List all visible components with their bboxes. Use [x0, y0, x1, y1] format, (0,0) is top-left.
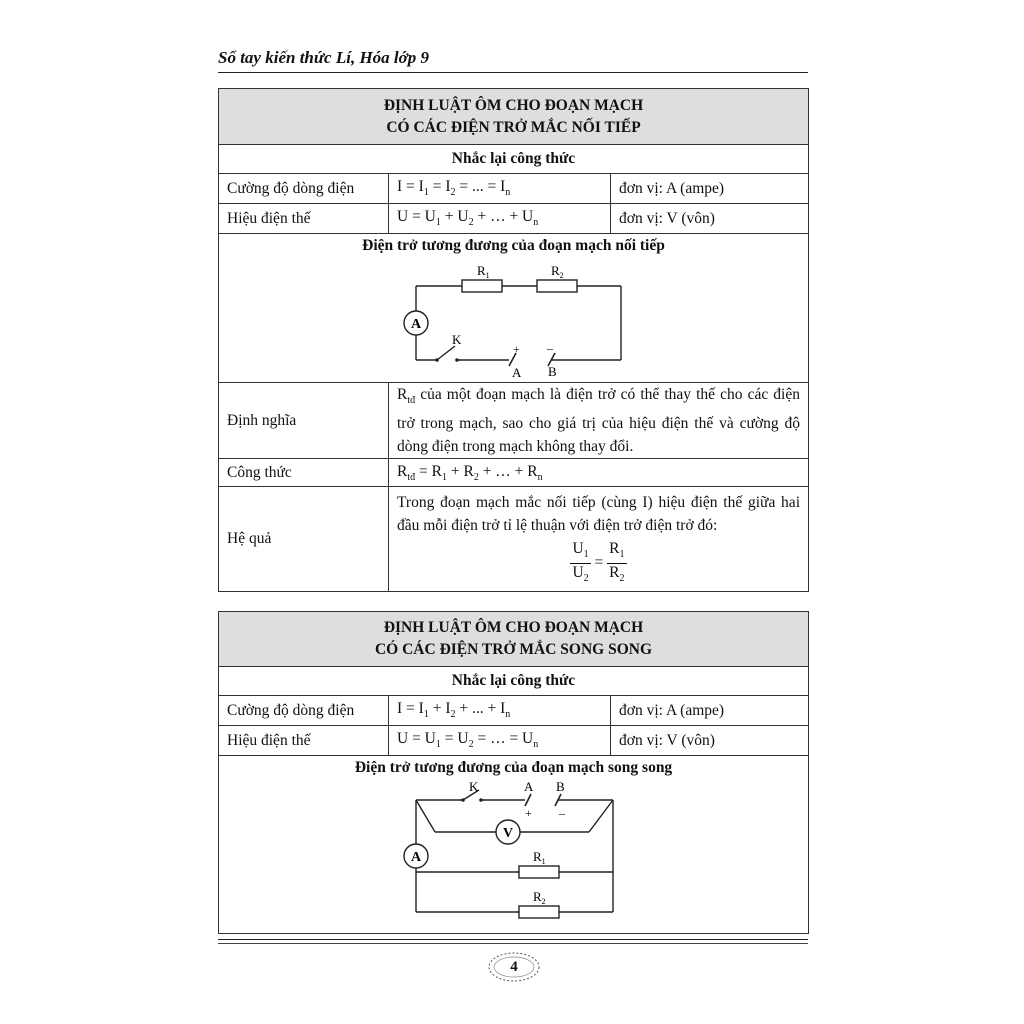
parallel-resistor-r1	[519, 866, 559, 878]
series-r1-label: $R_1$	[477, 263, 490, 280]
parallel-switch-label: K	[469, 779, 479, 794]
footer-rule-thin	[218, 943, 808, 944]
series-voltage-formula: $U = U_1 + U_2$ + … + $U_n$	[389, 204, 611, 234]
parallel-current-label: Cường độ dòng điện	[219, 696, 389, 726]
series-title-line1: ĐỊNH LUẬT ÔM CHO ĐOẠN MẠCH	[383, 96, 644, 114]
series-plus-label: +	[513, 342, 520, 356]
parallel-title-line2: CÓ CÁC ĐIỆN TRỞ MẮC SONG SONG	[374, 641, 653, 658]
series-consequence-cell	[389, 487, 809, 592]
series-title-line2: CÓ CÁC ĐIỆN TRỞ MẮC NỐI TIẾP	[386, 118, 641, 136]
series-resistor-r1	[462, 280, 502, 292]
footer-rule	[218, 939, 808, 940]
series-voltage-label: Hiệu điện thế	[219, 204, 389, 234]
series-circuit-diagram	[219, 255, 807, 379]
page-number: 4	[510, 959, 518, 975]
series-r2-label: $R_2$	[551, 263, 564, 280]
parallel-circuit-box	[218, 611, 809, 934]
series-voltage-unit: đơn vị: V (vôn)	[611, 204, 809, 234]
parallel-current-formula: $I = I_1 + I_2$ + ... + $I_n$	[389, 696, 611, 726]
series-box-title	[219, 89, 809, 145]
parallel-voltage-unit: đơn vị: V (vôn)	[611, 726, 809, 756]
parallel-terminal-a-label: A	[524, 779, 534, 794]
series-consequence-text: Trong đoạn mạch mắc nối tiếp (cùng I) hiệu điện thế giữa hai đầu mỗi điện trở tỉ lệ thuận với điện trở điện trở đó:	[397, 494, 800, 534]
series-terminal-b-label: B	[548, 364, 557, 379]
header-rule	[218, 72, 808, 73]
parallel-terminal-b-label: B	[556, 779, 565, 794]
series-switch-icon	[437, 346, 455, 360]
parallel-box-title	[219, 612, 809, 667]
series-current-label: Cường độ dòng điện	[219, 174, 389, 204]
series-current-formula: $I = I_1 = I_2$ = ... = $I_n$	[389, 174, 611, 204]
parallel-diagram-cell	[219, 756, 809, 934]
page-number-badge	[486, 950, 542, 984]
series-definition-label: Định nghĩa	[219, 383, 389, 459]
series-current-unit: đơn vị: A (ampe)	[611, 174, 809, 204]
series-consequence-label: Hệ quả	[219, 487, 389, 592]
parallel-voltage-label: Hiệu điện thế	[219, 726, 389, 756]
series-resistor-r2	[537, 280, 577, 292]
series-terminal-a-label: A	[512, 365, 522, 379]
series-equiv-title: Điện trở tương đương của đoạn mạch nối tiếp	[362, 237, 665, 254]
parallel-minus-label: –	[559, 806, 565, 820]
series-minus-label: –	[547, 341, 553, 355]
parallel-current-unit: đơn vị: A (ampe)	[611, 696, 809, 726]
series-formula-text: $R_{tđ} = R_1 + R_2$ + … + $R_n$	[389, 459, 809, 487]
parallel-circuit-diagram	[219, 777, 807, 931]
series-ammeter-label: A	[410, 317, 422, 332]
parallel-equiv-title: Điện trở tương đương của đoạn mạch song song	[354, 759, 673, 776]
series-consequence-formula: $\frac{U_1}{U_2}$ = $\frac{R_1}{R_2}$	[572, 540, 625, 585]
parallel-voltmeter-label: V	[502, 826, 514, 841]
parallel-plus-label: +	[525, 806, 532, 820]
series-formula-label: Công thức	[219, 459, 389, 487]
parallel-r2-label: $R_2$	[533, 889, 546, 906]
parallel-resistor-r2	[519, 906, 559, 918]
series-diagram-cell	[219, 234, 809, 383]
running-header-title: Sổ tay kiến thức Lí, Hóa lớp 9	[218, 48, 430, 67]
series-circuit-box	[218, 88, 809, 592]
parallel-ammeter-label: A	[410, 850, 422, 865]
series-recall-heading: Nhắc lại công thức	[219, 145, 809, 174]
series-definition-text: $R_{tđ}$ của một đoạn mạch là điện trở có thể thay thế cho các điện trở trong mạch, sao cho giá trị của hiệu điện thế và cường độ dòng điện trong mạch không thay đổi.	[389, 383, 809, 459]
parallel-voltage-formula: $U = U_1 = U_2$ = … = $U_n$	[389, 726, 611, 756]
parallel-recall-heading: Nhắc lại công thức	[219, 667, 809, 696]
parallel-r1-label: $R_1$	[533, 849, 546, 866]
parallel-title-line1: ĐỊNH LUẬT ÔM CHO ĐOẠN MẠCH	[383, 619, 644, 636]
series-switch-label: K	[452, 332, 462, 347]
